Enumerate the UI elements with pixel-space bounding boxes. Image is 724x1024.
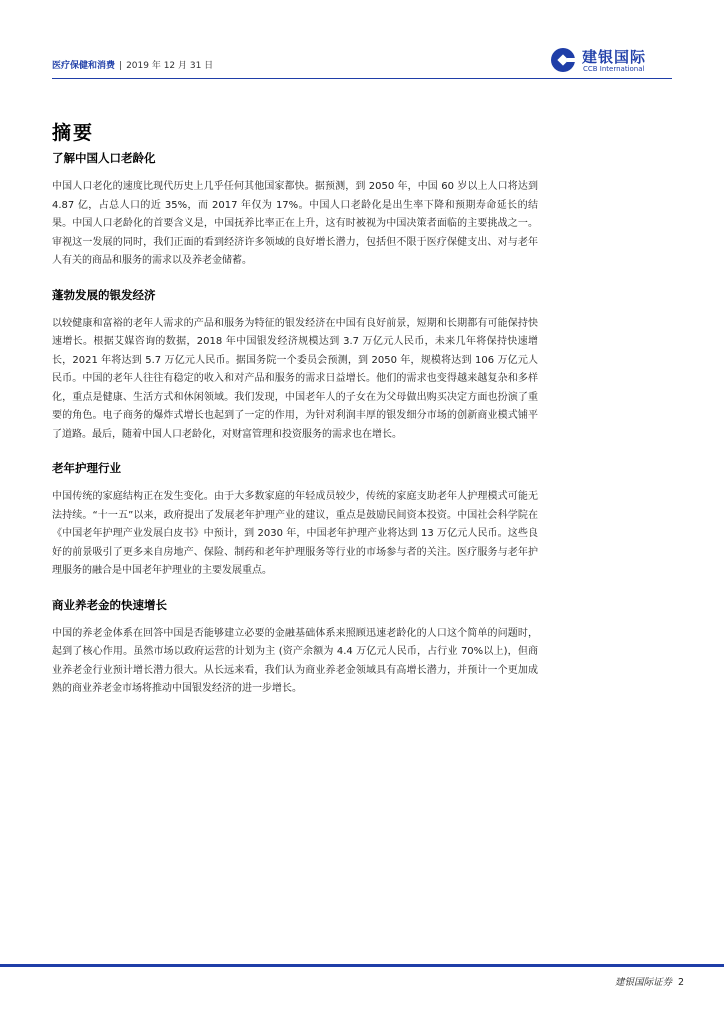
section-heading: 蓬勃发展的银发经济 xyxy=(52,287,156,302)
section-paragraph: 中国的养老金体系在回答中国是否能够建立必要的金融基础体系来照顾迅速老龄化的人口这个简单的问题时，起到了核心作用。虽然市场以政府运营的计划为主 (资产余额为 4.4 万亿元人民币，占行业 70%以上)，但商业养老金行业预计增长潜力很大。从长远来看，我们认为商业养老金领域具有高增长潜力，并预计一个更加成熟的商业养老金市场将推动中国银发经济的进一步增长。 xyxy=(52,627,538,694)
company-logo xyxy=(550,46,672,76)
section-silver-economy xyxy=(52,287,538,445)
page-number: 2 xyxy=(677,977,684,988)
section-heading: 商业养老金的快速增长 xyxy=(52,597,167,612)
summary-content xyxy=(52,150,538,715)
report-date: 2019 年 12 月 31 日 xyxy=(126,61,214,71)
section-paragraph: 以较健康和富裕的老年人需求的产品和服务为特征的银发经济在中国有良好前景，短期和长期都有可能保持快速增长。根据艾媒咨询的数据，2018 年中国银发经济规模达到 3.7 万亿元人民币，未来几年将保持快速增长，2021 年将达到 5.7 万亿元人民币。据国务院一个委员会预测，到 2050 年，规模将达到 106 万亿元人民币。中国的老年人往往有稳定的收入和对产品和服务的需求日益增长。他们的需求也变得越来越复杂和多样化，重点是健康、生活方式和休闲领域。我们发现，中国老年人的子女在为父母做出购买决定方面也扮演了重要的角色。电子商务的爆炸式增长也起到了一定的作用，为针对利润丰厚的银发细分市场的创新商业模式铺平了道路。最后，随着中国人口老龄化，对财富管理和投资服务的需求也在增长。 xyxy=(52,317,538,440)
footer-company: 建银国际证券 xyxy=(614,977,672,988)
section-commercial-pension xyxy=(52,597,538,699)
page-footer xyxy=(615,974,684,988)
header-meta xyxy=(52,58,213,71)
section-paragraph: 中国传统的家庭结构正在发生变化。由于大多数家庭的年轻成员较少，传统的家庭支助老年人护理模式可能无法持续。“十一五”以来，政府提出了发展老年护理产业的建议，重点是鼓励民间资本投资。中国社会科学院在《中国老年护理产业发展白皮书》中预计，到 2030 年，中国老年护理产业将达到 13 万亿元人民币。这些良好的前景吸引了更多来自房地产、保险、制药和老年护理服务等行业的市场参与者的关注。医疗服务与老年护理服务的融合是中国老年护理业的主要发展重点。 xyxy=(52,491,538,576)
report-category: 医疗保健和消费 xyxy=(52,61,116,71)
section-paragraph: 中国人口老化的速度比现代历史上几乎任何其他国家都快。据预测，到 2050 年，中国 60 岁以上人口将达到 4.87 亿，占总人口的近 35%，而 2017 年仅为 17%。中国人口老龄化是出生率下降和预期寿命延长的结果。中国人口老龄化的首要含义是，中国抚养比率正在上升，这有时被视为中国决策者面临的主要挑战之一。审视这一发展的同时，我们正面的看到经济许多领域的良好增长潜力，包括但不限于医疗保健支出、对与老年人有关的商品和服务的需求以及养老金储蓄。 xyxy=(52,181,538,266)
logo-english-name: CCB International xyxy=(583,65,645,73)
section-heading: 了解中国人口老龄化 xyxy=(52,151,156,165)
section-heading: 老年护理行业 xyxy=(52,461,121,475)
page-title: 摘要 xyxy=(52,122,95,144)
header-separator: | xyxy=(119,61,123,71)
footer-divider xyxy=(0,964,724,967)
logo-chinese-name: 建银国际 xyxy=(582,48,647,66)
page-header xyxy=(52,48,672,80)
section-population-aging xyxy=(52,150,538,271)
section-elderly-care xyxy=(52,460,538,581)
header-divider xyxy=(52,78,672,79)
ccb-logo-icon xyxy=(550,47,576,73)
